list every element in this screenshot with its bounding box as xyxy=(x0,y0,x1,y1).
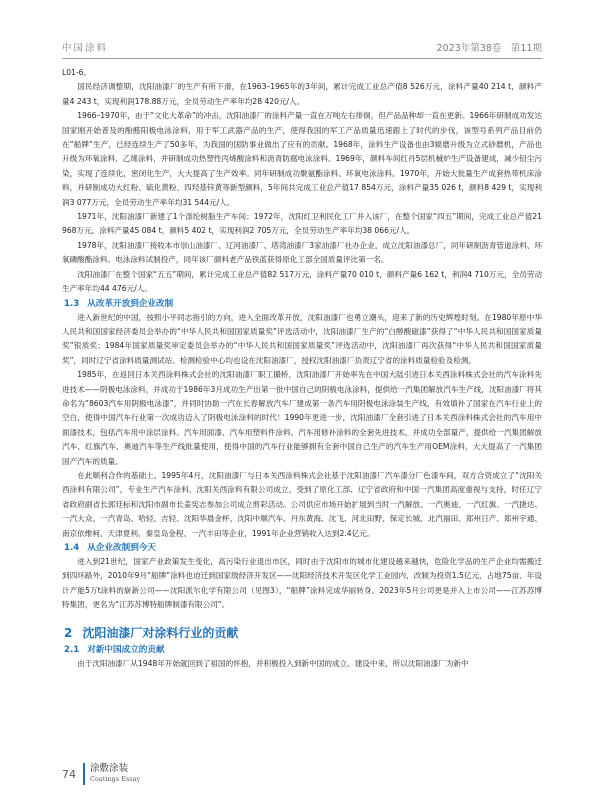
paragraph: 1985年，在返回日本关西涂料株式会社的沈阳油漆厂职工撮桥，沈阳油漆厂开始率先在中国大陆引进日本关西涂料株式会社的汽车涂料先进技术——阴极电泳涂料，并成功于1986年3月成功生产出第一批中国自己的阴极电泳涂料，提供给一汽集团解放汽车生产线，沈阳油漆厂将其命名为“8603汽车用阴极电泳漆”，并同时协助一汽在长春解放汽车厂建成第一条汽车用阴极电泳涂装生产线，有效填补了国家在汽车行业上的空白，使得中国汽车行业第一次成功迈入了阴极电泳涂料的时代！1990年更进一步，沈阳油漆厂全套引进了日本关西涂料株式会社的汽车用中面漆技术，包括汽车用中涂层涂料、汽车用面漆、汽车用塑料件涂料、汽车用修补涂料的全套先进技术，并成功全部量产，提供给一汽集团解放汽车、红旗汽车、奥迪汽车等生产线批量使用，使得中国的汽车行业能够拥有全套中国自己生产的汽车生产用OEM涂料，大大提高了一汽集团国产汽车的质量。 xyxy=(62,370,542,466)
paragraph: 国民经济调整期，沈阳油漆厂的生产有所下滑，在1963–1965年的3年间，累计完成工业总产值8 526万元，涂料产量40 214 t，颜料产量4 243 t，实现利润178.88万元，全员劳动生产率年均28 420元/人。 xyxy=(62,82,542,106)
header-divider xyxy=(62,58,542,59)
paragraph: 由于沈阳油漆厂从1948年开始就回到了祖国的怀抱，并积极投入到新中国的成立、建设中来，所以沈阳油漆厂为新中 xyxy=(77,658,469,668)
footer-accent-bar xyxy=(83,763,85,785)
footer-journal-cn: 涂敷涂装 xyxy=(90,763,129,774)
subsection-heading-1-3 xyxy=(64,298,542,311)
subsection-title: 从企业改制到今天 xyxy=(87,543,156,553)
paragraph: L01-6。 xyxy=(62,68,92,77)
running-header xyxy=(62,38,542,56)
page-number: 74 xyxy=(62,767,76,781)
section-title: 沈阳油漆厂对涂料行业的贡献 xyxy=(82,625,239,640)
subsection-title: 从改革开放到企业改制 xyxy=(87,298,174,309)
paragraph: 进入新世纪的中国，按照小平同志指引的方向，进入全面改革开放，沈阳油漆厂也勇立潮头，迎来了新的历史辉煌时刻。在1980年原中华人民共和国国家经济委员会举办的“中华人民共和国国家质量奖”评选活动中，沈阳油漆厂生产的“白醇酸磁漆”获得了“中华人民共和国国家质量奖”银质奖；1984年国家质量奖审定委员会举办的“中华人民共和国国家质量奖”评选活动中，沈阳油漆厂再次获得“中华人民共和国国家质量奖”，同时辽宁省涂料质量测试站、检测检验中心均也设在沈阳油漆厂，授权沈阳油漆厂负责辽宁省的涂料质量检验及检测。 xyxy=(62,312,542,365)
section-number: 2 xyxy=(64,625,73,640)
subsection-heading-2-1 xyxy=(64,644,542,657)
article-body xyxy=(62,66,542,671)
footer-journal-en: Coatings Essay xyxy=(90,775,141,783)
subsection-number: 1.4 xyxy=(64,543,80,553)
page-footer xyxy=(62,760,140,788)
section-heading-2 xyxy=(64,625,542,641)
paragraph: 1978年，沈阳油漆厂接收本市崇山油漆厂、辽河油漆厂、塔湾油漆厂3家油漆厂社办企业，成立沈阳油漆总厂，同年研制沥青管道涂料、环氧磷酸酯涂料、电泳涂料试制投产，同年该厂颜料老产品铁蓝获得原化工部全国质量评比第一名。 xyxy=(62,240,542,265)
subsection-heading-1-4 xyxy=(64,542,542,555)
issue-info: 2023年第38卷 第11期 xyxy=(436,43,542,54)
paragraph: 在此顺利合作的基础上，1995年4月，沈阳油漆厂与日本关西涂料株式会社基于沈阳油漆厂汽车漆分厂色漆车间，双方合资成立了“沈阳关西涂料有限公司”，专业生产汽车涂料，沈阳关西涂料有限公司成立，受到了原化工部、辽宁省政府和中国一汽集团高度重视与支持，时任辽宁省政府副省长郭廷标和沈阳市副市长姜宪志参加公司成立剪彩活动。公司供应市场开始扩展到当时一汽解放、一汽奥迪、一汽红旗、一汽捷达、一汽大众、一汽青岛、哈轻、吉轻、沈阳华晨金杯、沈阳中顺汽车、丹东黄海、沈飞、河北田野、保定长城、北汽福田、郑州日产、郑州宇通、南京依维柯、天津夏利、秦皇岛金程、一汽丰田等企业，1991年企业营销收入达到2.4亿元。 xyxy=(62,470,542,538)
paragraph: 沈阳油漆厂在整个国家“五五”期间，累计完成工业总产值82 517万元，涂料产量70 010 t，颜料产量6 162 t，利润4 710万元，全员劳动生产率年均44 476元/人。 xyxy=(62,269,542,294)
subsection-title: 对新中国成立的贡献 xyxy=(87,644,165,655)
subsection-number: 2.1 xyxy=(64,644,80,655)
paragraph: 进入到21世纪，国家产业政策发生变化，高污染行业退出市区，同时由于沈阳市的城市化建设越来越快，危险化学品的生产企业均需搬迁到四环路外，2010年9月“船牌”涂料也迫迁到国家级经济开发区——沈阳经济技术开发区化学工业园内，改制为投资1.5亿元，占地75亩、年设计产能5万t涂料的崭新公司——沈阳派尔化学有限公司（见图3），“船牌”涂料完成华丽转身。2023年5月公司更是并入上市公司——江苏苏博特集团，更名为“江苏苏博特船牌制漆有限公司”。 xyxy=(62,557,542,610)
paragraph: 1971年，沈阳油漆厂新建了1个涤纶树脂生产车间；1972年，沈阳红卫利民化工厂并入该厂，在整个国家“四五”期间，完成工业总产值21 968万元，涂料产量45 084 t，颜料5 402 t，实现利润2 705万元，全员劳动生产率年均38 066元/人。 xyxy=(62,212,542,236)
paragraph: 1966–1970年，由于“文化大革命”的冲击，沈阳油漆厂的涂料产量一直在万吨左右徘徊，但产品品种却一直在更新。1966年研制成功发达国家刚开始普及的酚醛阳极电泳涂料，用于军工武器产品的生产，使得我国的军工产品质量迅速跟上了时代的步伐，该型号系列产品目前仍在“船牌”生产，已经连续生产了50多年，为我国的国防事业做出了应有的贡献。1968年，涂料生产设备也由3辊磨升级为立式砂磨机，产品也升级为环氧涂料、乙烯涂料，并研制成功热塑性丙烯酸涂料和沥青防腐电泳涂料。1969年，颜料车间红丹5层机械炉生产设备建成，减少铅尘污染，实现了连续化，密闭化生产，大大提高了生产效率。同年研制成功聚氨酯涂料、环氧电泳涂料。1970年，开始大批量生产成套热带机床涂料，并研制成功大红粉、硫化黄粉、四羟基锌黄等新型颜料，5年间共完成工业总产值17 854万元，涂料产量35 026 t，颜料8 429 t，实现利润3 077万元，全员劳动生产率年均31 544元/人。 xyxy=(62,111,542,207)
footer-journal xyxy=(90,763,140,785)
journal-name: 中国涂料 xyxy=(62,43,109,54)
subsection-number: 1.3 xyxy=(64,298,80,309)
